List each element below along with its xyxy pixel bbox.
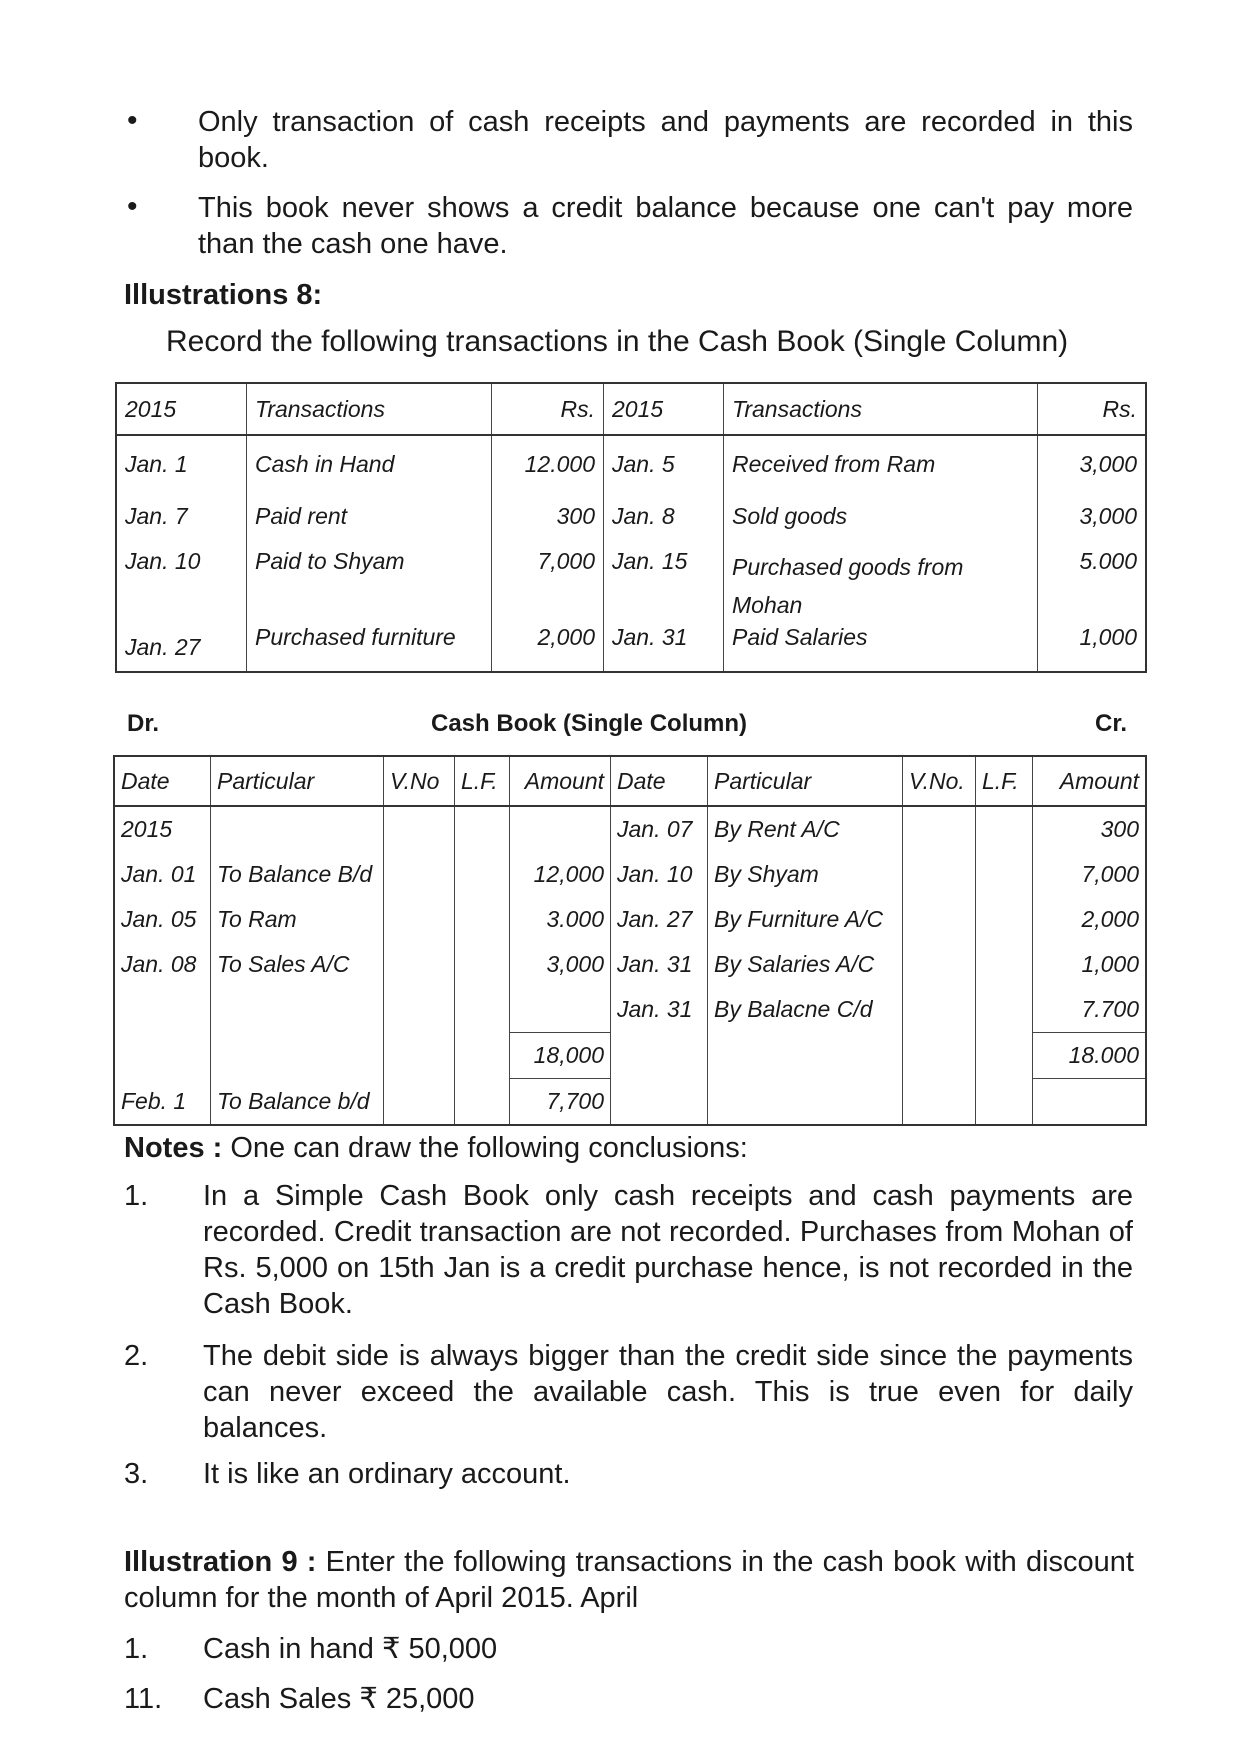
- table-cell: 2,000: [492, 624, 604, 672]
- table-cell: [384, 897, 455, 942]
- item-number: 11.: [124, 1683, 163, 1715]
- table-cell: [510, 806, 611, 852]
- note-text: In a Simple Cash Book only cash receipts and cash payments are recorded. Credit transaction are not recorded. Purchases from Mohan of Rs. 5,000 on 15th Jan is a credit purchase hence, is not recorded in the Cash Book.: [203, 1180, 1133, 1320]
- table-cell: [455, 942, 510, 987]
- table-cell: [903, 852, 976, 897]
- table-cell: Paid Salaries: [724, 624, 1038, 672]
- table-cell: To Ram: [211, 897, 384, 942]
- table-cell: Jan. 27: [116, 624, 247, 672]
- bullet-item: Only transaction of cash receipts and payments are recorded in this book.: [198, 106, 1133, 174]
- bullet-item: This book never shows a credit balance because one can't pay more than the cash one have.: [198, 192, 1133, 260]
- table-row: [114, 942, 1146, 987]
- table-cell: Cash in Hand: [247, 435, 492, 493]
- header-cell: Particular: [708, 756, 903, 806]
- item-number: 1.: [124, 1633, 149, 1665]
- header-cell: Transactions: [247, 383, 492, 435]
- table-cell: [903, 806, 976, 852]
- bullet-marker: •: [127, 104, 138, 137]
- item-text: Cash Sales ₹ 25,000: [203, 1683, 475, 1715]
- header-cell: Amount: [510, 756, 611, 806]
- table-cell: To Balance B/d: [211, 852, 384, 897]
- illustration-9-text: Enter the following transactions in the cash book with discount column for the month of April 2015. April: [124, 1546, 1134, 1614]
- table-cell: By Balacne C/d: [708, 987, 903, 1033]
- header-cell: L.F.: [455, 756, 510, 806]
- table-cell: [455, 852, 510, 897]
- table-cell: [455, 897, 510, 942]
- table-cell: 7.700: [1033, 987, 1147, 1033]
- table-cell: Jan. 10: [611, 852, 708, 897]
- table-row: [116, 540, 1146, 624]
- table-cell: Jan. 05: [114, 897, 211, 942]
- header-cell: 2015: [604, 383, 724, 435]
- table-cell: Jan. 27: [611, 897, 708, 942]
- table-cell: 3.000: [510, 897, 611, 942]
- table-cell: 3,000: [510, 942, 611, 987]
- header-cell: Rs.: [492, 383, 604, 435]
- table-cell: 2,000: [1033, 897, 1147, 942]
- header-cell: Particular: [211, 756, 384, 806]
- table-row: [116, 624, 1146, 672]
- header-cell: 2015: [116, 383, 247, 435]
- table-cell: Jan. 15: [604, 540, 724, 624]
- table-cell: By Rent A/C: [708, 806, 903, 852]
- table-cell: [384, 806, 455, 852]
- cash-book-table: [113, 755, 1147, 1126]
- table-cell: [114, 987, 211, 1033]
- table-cell: Jan. 1: [116, 435, 247, 493]
- table-row: [116, 493, 1146, 540]
- notes-intro-text: One can draw the following conclusions:: [222, 1132, 748, 1164]
- table-row: [114, 1079, 1146, 1126]
- table-cell: Paid rent: [247, 493, 492, 540]
- table-cell: [903, 897, 976, 942]
- table-cell: [976, 942, 1033, 987]
- table-cell: Jan. 07: [611, 806, 708, 852]
- table-cell: 5.000: [1038, 540, 1147, 624]
- table-cell: [976, 897, 1033, 942]
- table-header-row: [114, 756, 1146, 806]
- illustration-8-instruction: Record the following transactions in the Cash Book (Single Column): [166, 325, 1069, 358]
- table-row: [114, 987, 1146, 1033]
- header-cell: Rs.: [1038, 383, 1147, 435]
- table-cell: Purchased goods from Mohan: [724, 540, 1038, 624]
- table-row: [116, 435, 1146, 493]
- table-cell: [384, 852, 455, 897]
- table-cell: 7,000: [1033, 852, 1147, 897]
- table-cell: 3,000: [1038, 493, 1147, 540]
- header-cell: Amount: [1033, 756, 1147, 806]
- table-cell: [384, 942, 455, 987]
- illustration-9: [124, 1544, 1134, 1616]
- table-cell: Jan. 31: [604, 624, 724, 672]
- header-cell: L.F.: [976, 756, 1033, 806]
- table-cell: Jan. 31: [611, 942, 708, 987]
- table-cell: [211, 987, 384, 1033]
- table-cell: [211, 806, 384, 852]
- table-cell: Purchased furniture: [247, 624, 492, 672]
- note-text: It is like an ordinary account.: [203, 1458, 571, 1490]
- table-cell: 12.000: [492, 435, 604, 493]
- notes-label: Notes :: [124, 1132, 223, 1164]
- table-cell: Jan. 10: [116, 540, 247, 624]
- table-row: [114, 897, 1146, 942]
- credit-total: 18.000: [1033, 1033, 1147, 1079]
- debit-label: Dr.: [127, 710, 160, 737]
- transactions-table: [115, 382, 1147, 673]
- debit-total: 18,000: [510, 1033, 611, 1079]
- table-cell: By Salaries A/C: [708, 942, 903, 987]
- table-cell: 7,000: [492, 540, 604, 624]
- note-number: 1.: [124, 1180, 149, 1212]
- table-cell: [976, 806, 1033, 852]
- header-cell: Date: [611, 756, 708, 806]
- table-cell: To Sales A/C: [211, 942, 384, 987]
- table-cell: Jan. 8: [604, 493, 724, 540]
- note-number: 2.: [124, 1340, 149, 1372]
- table-cell: Jan. 08: [114, 942, 211, 987]
- item-text: Cash in hand ₹ 50,000: [203, 1633, 498, 1665]
- table-cell: 1,000: [1038, 624, 1147, 672]
- table-cell: 12,000: [510, 852, 611, 897]
- table-header-row: [116, 383, 1146, 435]
- note-number: 3.: [124, 1458, 149, 1490]
- header-cell: V.No: [384, 756, 455, 806]
- table-cell: Jan. 7: [116, 493, 247, 540]
- table-cell: [455, 987, 510, 1033]
- table-cell: [384, 987, 455, 1033]
- table-row: [114, 852, 1146, 897]
- illustration-9-label: Illustration 9 :: [124, 1546, 317, 1578]
- table-cell: Jan. 01: [114, 852, 211, 897]
- header-cell: V.No.: [903, 756, 976, 806]
- table-cell: Feb. 1: [114, 1079, 211, 1126]
- table-cell: By Furniture A/C: [708, 897, 903, 942]
- table-cell: 300: [1033, 806, 1147, 852]
- notes-intro: [124, 1130, 748, 1166]
- bullet-marker: •: [127, 190, 138, 223]
- table-cell: 1,000: [1033, 942, 1147, 987]
- table-cell: 7,700: [510, 1079, 611, 1126]
- table-cell: Jan. 5: [604, 435, 724, 493]
- table-cell: 3,000: [1038, 435, 1147, 493]
- table-row: [114, 806, 1146, 852]
- illustration-8-heading: Illustrations 8:: [124, 279, 323, 311]
- table-cell: [976, 987, 1033, 1033]
- table-cell: Sold goods: [724, 493, 1038, 540]
- table-cell: By Shyam: [708, 852, 903, 897]
- table-cell: [510, 987, 611, 1033]
- header-cell: Transactions: [724, 383, 1038, 435]
- credit-label: Cr.: [1095, 710, 1128, 737]
- table-cell: [903, 987, 976, 1033]
- table-cell: Received from Ram: [724, 435, 1038, 493]
- note-text: The debit side is always bigger than the credit side since the payments can never exceed the available cash. This is true even for daily balances.: [203, 1340, 1133, 1444]
- table-cell: Paid to Shyam: [247, 540, 492, 624]
- table-cell: To Balance b/d: [211, 1079, 384, 1126]
- table-cell: 2015: [114, 806, 211, 852]
- header-cell: Date: [114, 756, 211, 806]
- cash-book-title: Cash Book (Single Column): [431, 710, 748, 737]
- table-cell: [976, 852, 1033, 897]
- totals-row: [114, 1033, 1146, 1079]
- table-cell: 300: [492, 493, 604, 540]
- table-cell: Jan. 31: [611, 987, 708, 1033]
- table-cell: [455, 806, 510, 852]
- table-cell: [903, 942, 976, 987]
